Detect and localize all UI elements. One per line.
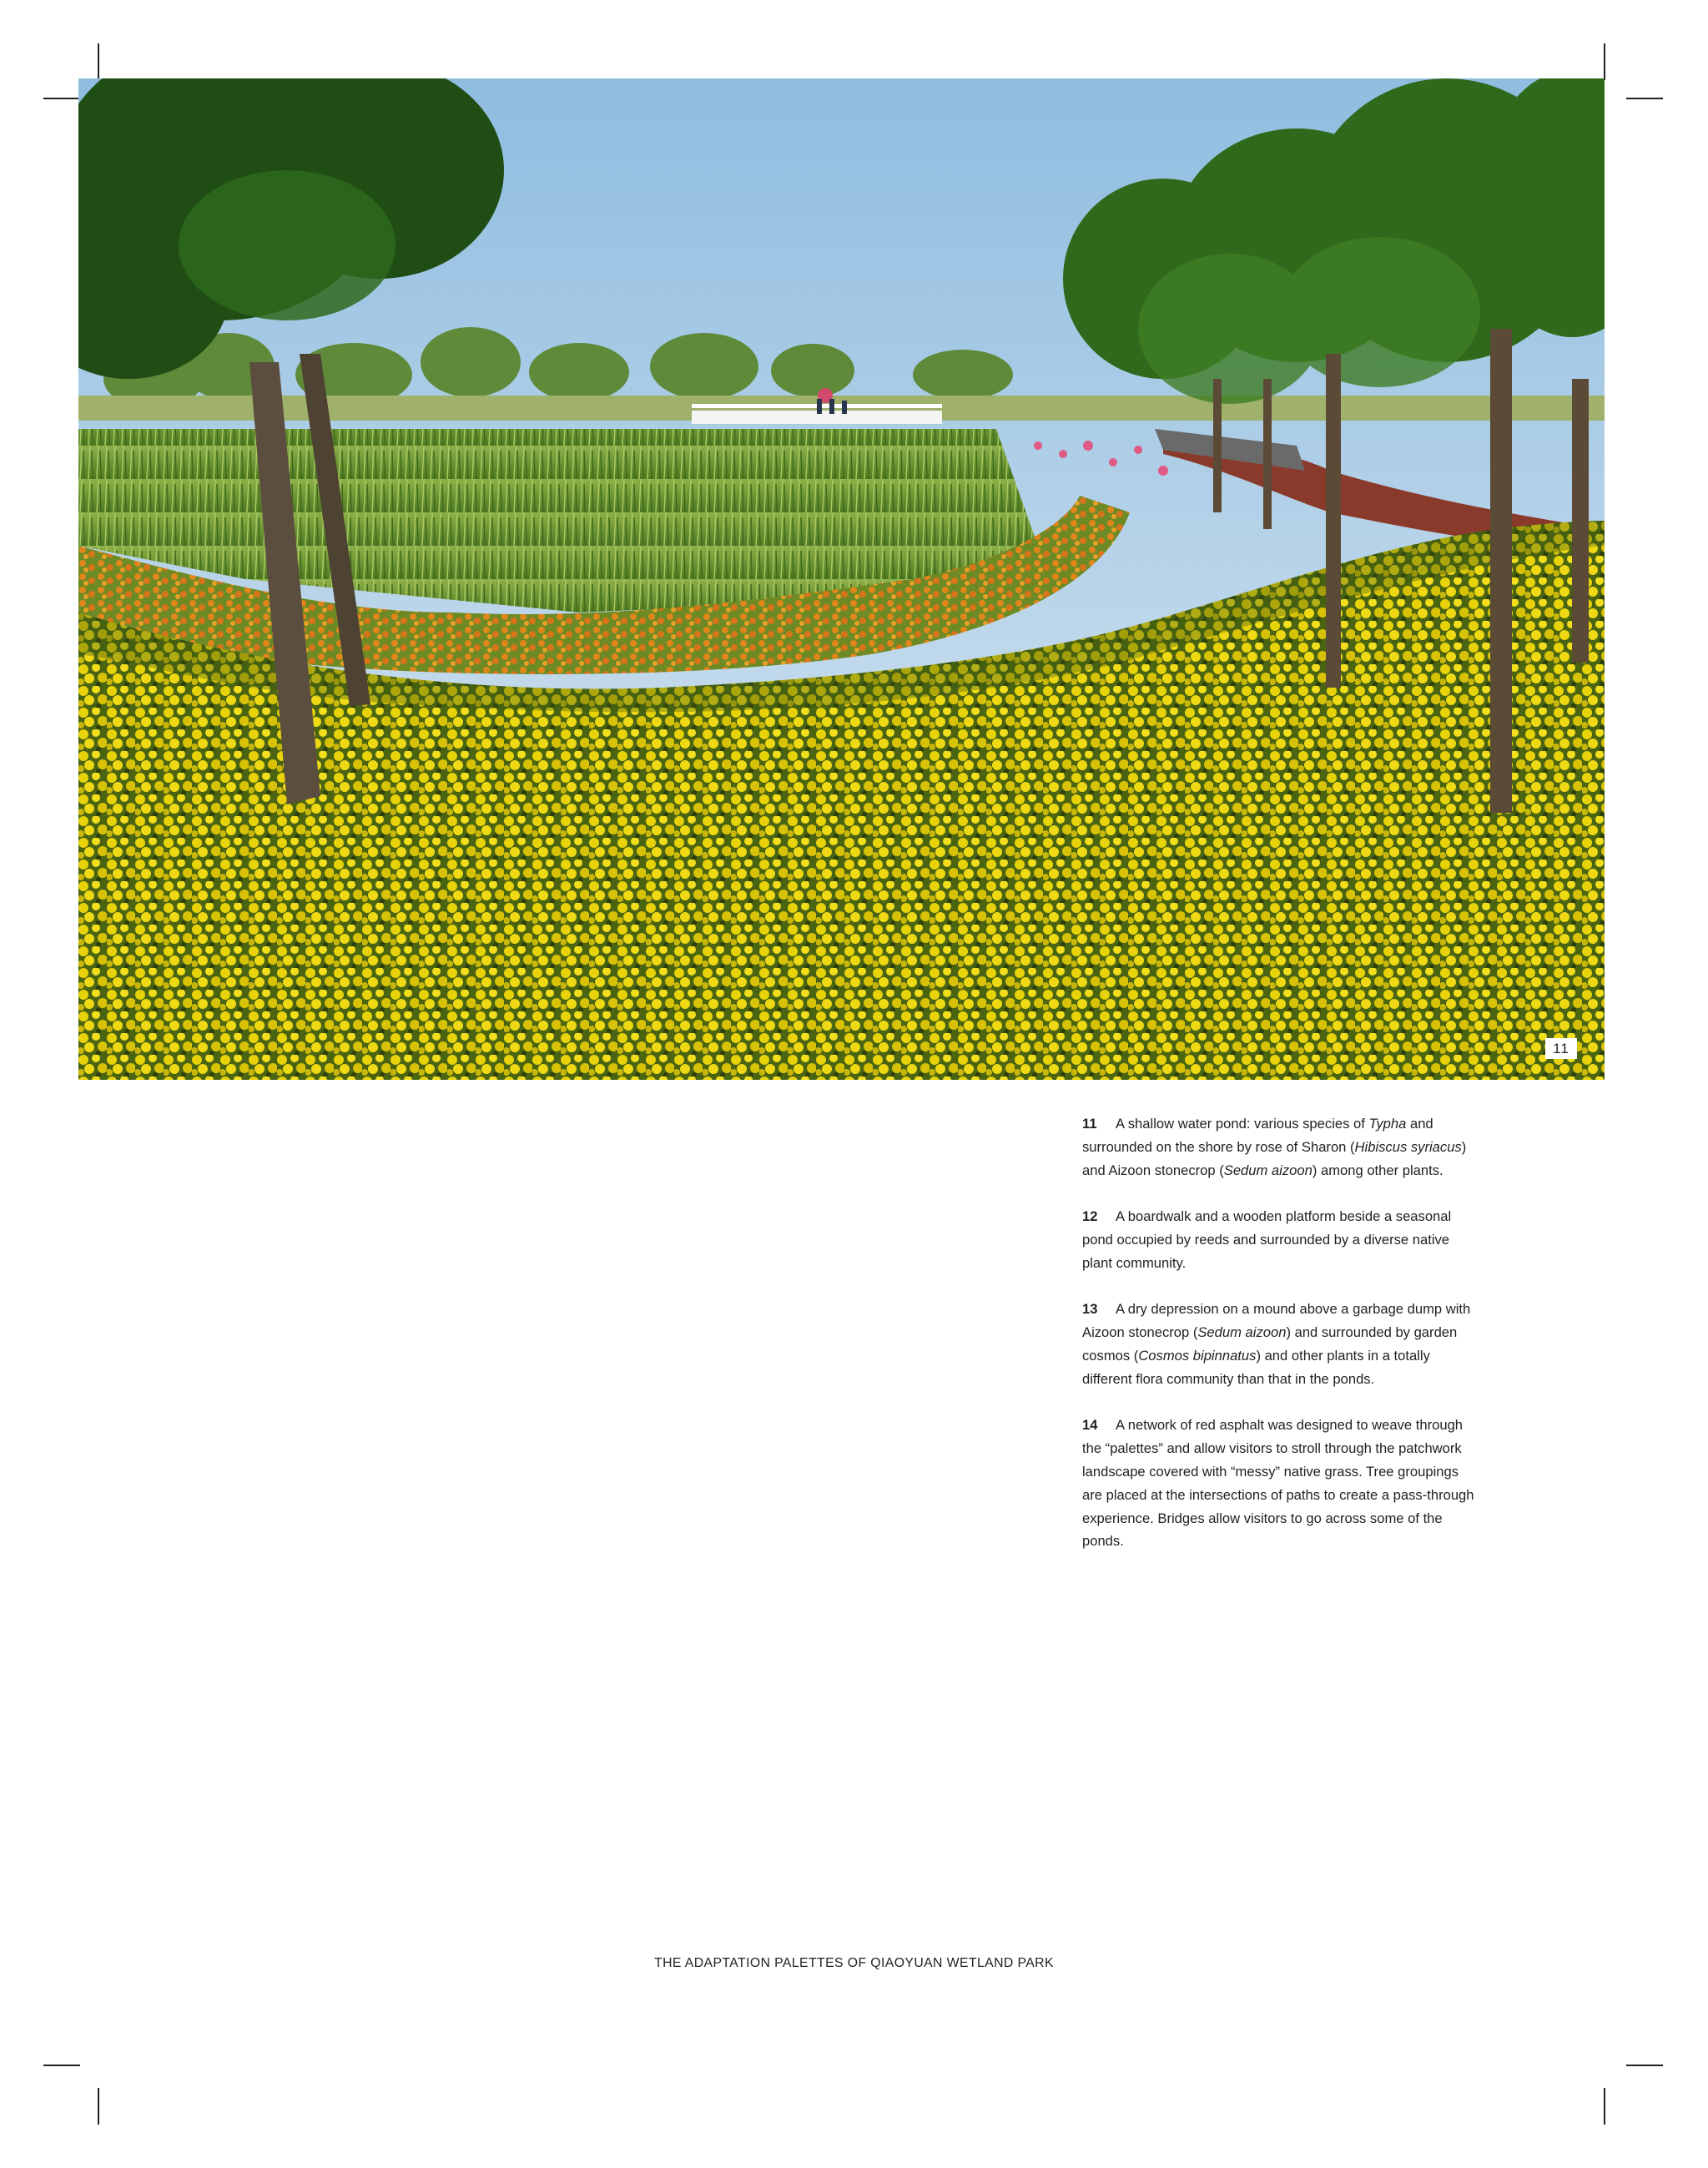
crop-mark (1626, 2065, 1663, 2066)
caption-item: 12 A boardwalk and a wooden platform beside a seasonal pond occupied by reeds and surrounded by a diverse native plant community. (1082, 1205, 1481, 1274)
caption-number: 12 (1082, 1208, 1098, 1225)
caption-item: 14 A network of red asphalt was designed to weave through the “palettes” and allow visitors to stroll through the patchwork landscape covered with “messy” native grass. Tree groupings are placed at the intersections of paths to create a pass-through experience. Bridges allow visitors to go across some of the ponds. (1082, 1414, 1481, 1553)
caption-number: 13 (1082, 1301, 1098, 1318)
photo-number-label: 11 (1545, 1038, 1577, 1059)
crop-mark (1604, 43, 1605, 80)
crop-mark (43, 2065, 80, 2066)
caption-number: 14 (1082, 1417, 1098, 1434)
crop-mark (1626, 98, 1663, 99)
wetland-scene (78, 78, 1605, 1080)
crop-mark (98, 2088, 99, 2125)
crop-mark (43, 98, 80, 99)
caption-item: 13 A dry depression on a mound above a garbage dump with Aizoon stonecrop (Sedum aizoon) and surrounded by garden cosmos (Cosmos bipinnatus) and other plants in a totally different flora community than that in the ponds. (1082, 1298, 1481, 1390)
landscape-photo (78, 78, 1605, 1080)
caption-item: 11 A shallow water pond: various species of Typha and surrounded on the shore by rose of Sharon (Hibiscus syriacus) and Aizoon stonecrop (Sedum aizoon) among other plants. (1082, 1112, 1481, 1182)
crop-mark (1604, 2088, 1605, 2125)
crop-mark (98, 43, 99, 80)
running-footer: THE ADAPTATION PALETTES OF QIAOYUAN WETLAND PARK (654, 1956, 1054, 1970)
caption-number: 11 (1082, 1116, 1097, 1132)
caption-column (1082, 1112, 1481, 1576)
